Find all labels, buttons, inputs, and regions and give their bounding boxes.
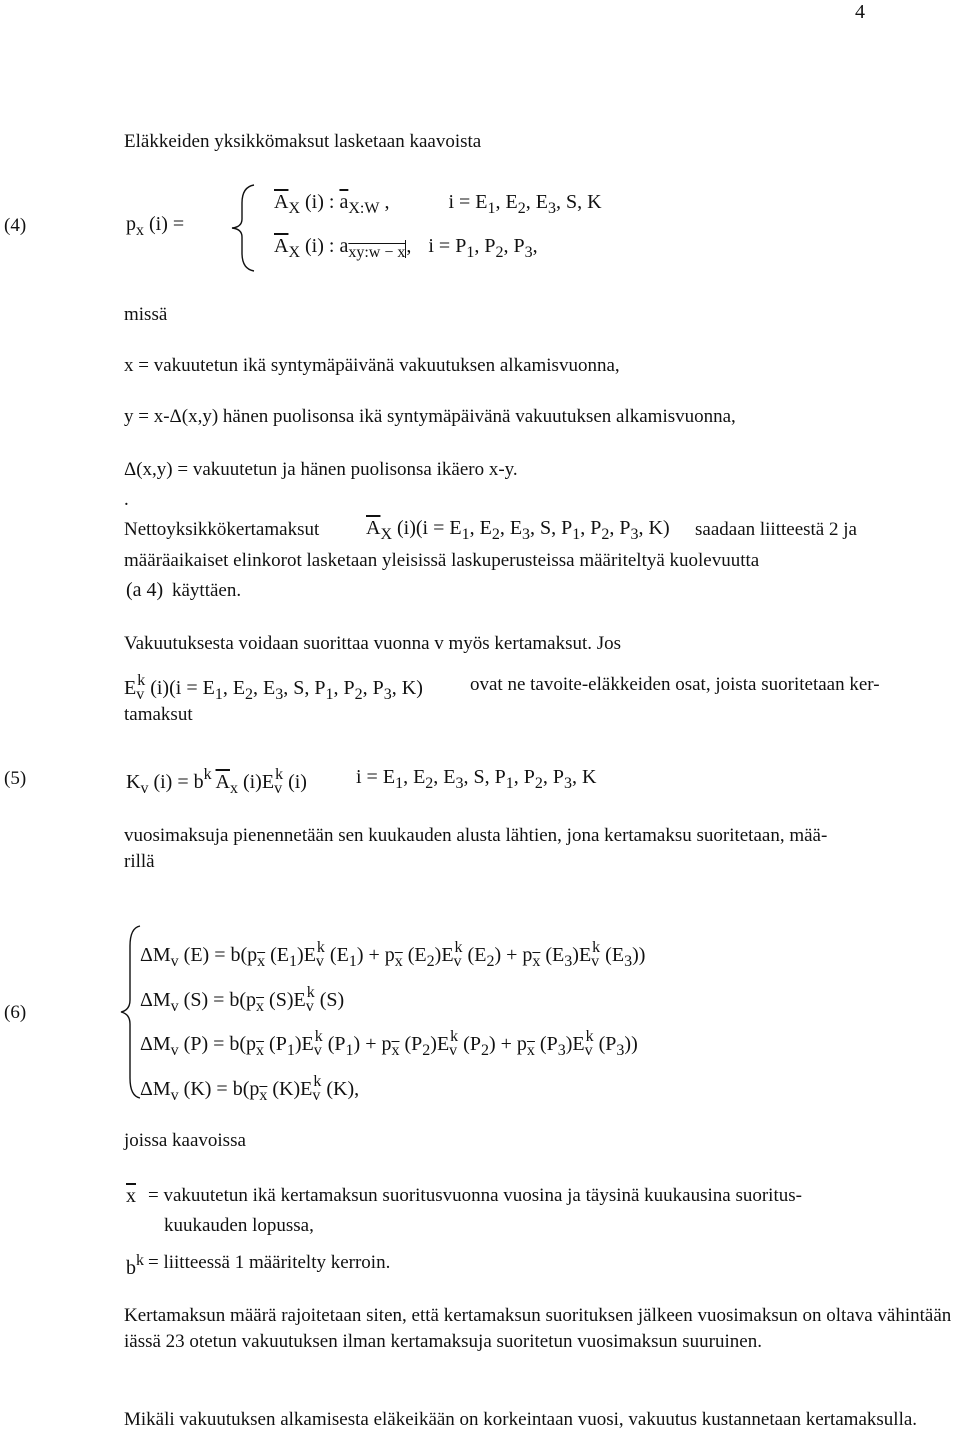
equation-6-line-4: $\Delta M_v$ $(K) = b(p_{\overline{x}}$ $(K)E_v^k$ (K), (140, 1073, 360, 1104)
equation-lhs: $p_x$ (i) = (126, 213, 185, 239)
definition-x: x = vakuutetun ikä syntymäpäivänä vakuutuksen alkamisvuonna, (124, 355, 620, 376)
equation-6-line-1: $\Delta M_v$ $(E) = b(p_{\overline{x}}$ $(E_1)E_v^k$ $(E_1) + p_{\overline{x}}$ $(E_2)E_v^k$ $(E_2) + p_{\overline{x}}$ $(E_3)E_v^k$ $(E_3)$) (140, 939, 646, 970)
bk-definition: = liitteessä 1 määritelty kerroin. (148, 1252, 391, 1273)
netto-formula: $\overline{A}_X$ $(i)(i = E_1$, $E_2$, $E_3$, S, $P_1$, $P_2$, $P_3$, K) (366, 517, 670, 543)
page-number: 4 (855, 1, 865, 23)
equation-number: (6) (4, 1002, 27, 1023)
equation-number: (5) (4, 768, 27, 789)
stray-dot: . (124, 489, 129, 510)
paragraph-mikali: Mikäli vakuutuksen alkamisesta eläkeikään on korkeintaan vuosi, vakuutus kustannetaan kertamaksulla. (124, 1409, 918, 1430)
equation-5-range: $i = E_1$, $E_2$, $E_3$, S, $P_1$, $P_2$, $P_3$, K (356, 766, 597, 792)
netto-annuity: (a 4) (126, 579, 164, 601)
vakuutus-line-1: Vakuutuksesta voidaan suorittaa vuonna v myös kertamaksut. Jos (124, 633, 622, 654)
intro-text: Eläkkeiden yksikkömaksut lasketaan kaavoista (124, 131, 482, 152)
equation-line-2: $\overline{A}_X$ (i) : $a_{xy:w - x}$, $i = P_1$, $P_2$, $P_3$, (274, 235, 538, 261)
vakuutus-line-3: tamaksut (124, 704, 193, 725)
left-brace (226, 183, 256, 273)
vakuutus-formula: $E_v^k$ $(i)(i = E_1$, $E_2$, $E_3$, S, $P_1$, $P_2$, $P_3$, K) (124, 672, 423, 703)
netto-line-2: määräaikaiset elinkorot lasketaan yleisissä laskuperusteissa määriteltyä kuolevuutta (124, 550, 760, 571)
bk-symbol: $b^k$ (126, 1252, 144, 1279)
vakuutus-tail: ovat ne tavoite-eläkkeiden osat, joista suoritetaan ker- (470, 674, 880, 695)
xbar-definition: = vakuutetun ikä kertamaksun suoritusvuonna vuosina ja täysinä kuukausina suoritus- (148, 1185, 802, 1206)
missa-label: missä (124, 304, 168, 325)
netto-tail: saadaan liitteestä 2 ja (695, 519, 857, 540)
netto-lead: Nettoyksikkökertamaksut (124, 519, 320, 540)
joissa-label: joissa kaavoissa (124, 1130, 246, 1151)
xbar-definition-cont: kuukauden lopussa, (164, 1215, 314, 1236)
xbar-symbol: $\overline{x}$ (126, 1185, 136, 1207)
equation-5-formula: $K_v$ $(i) = b^k$ $\overline{A}_x$ $(i)E_v^k$ (i) (126, 766, 307, 797)
vuosi-line-1: vuosimaksuja pienennetään sen kuukauden alusta lähtien, jona kertamaksu suoritetaan, mää- (124, 825, 828, 846)
definition-y: y = x-Δ(x,y) hänen puolisonsa ikä syntymäpäivänä vakuutuksen alkamisvuonna, (124, 406, 736, 427)
netto-line-3: käyttäen. (172, 580, 242, 601)
equation-number: (4) (4, 215, 27, 236)
equation-6-line-2: $\Delta M_v$ $(S) = b(p_{\overline{x}}$ $(S)E_v^k$ (S) (140, 984, 345, 1015)
definition-delta: Δ(x,y) = vakuutetun ja hänen puolisonsa ikäero x-y. (124, 459, 518, 480)
left-brace (118, 924, 142, 1100)
equation-line-1: $\overline{A}_X$ (i) : $\overline{a}_{X:W}$ , $i = E_1$, $E_2$, $E_3$, S, K (274, 191, 602, 217)
vuosi-line-2: rillä (124, 851, 155, 872)
paragraph-kertamaksu: Kertamaksun määrä rajoitetaan siten, että kertamaksun suorituksen jälkeen vuosimaksun on oltava vähintään iässä 23 otetun vakuutuksen ilman kertamaksuja suoritetun vuosimaksun suuruinen. (124, 1305, 952, 1352)
equation-6-line-3: $\Delta M_v$ $(P) = b(p_{\overline{x}}$ $(P_1)E_v^k$ $(P_1) + p_{\overline{x}}$ $(P_2)E_v^k$ $(P_2) + p_{\overline{x}}$ $(P_3)E_v^k$ $(P_3)$) (140, 1028, 638, 1059)
